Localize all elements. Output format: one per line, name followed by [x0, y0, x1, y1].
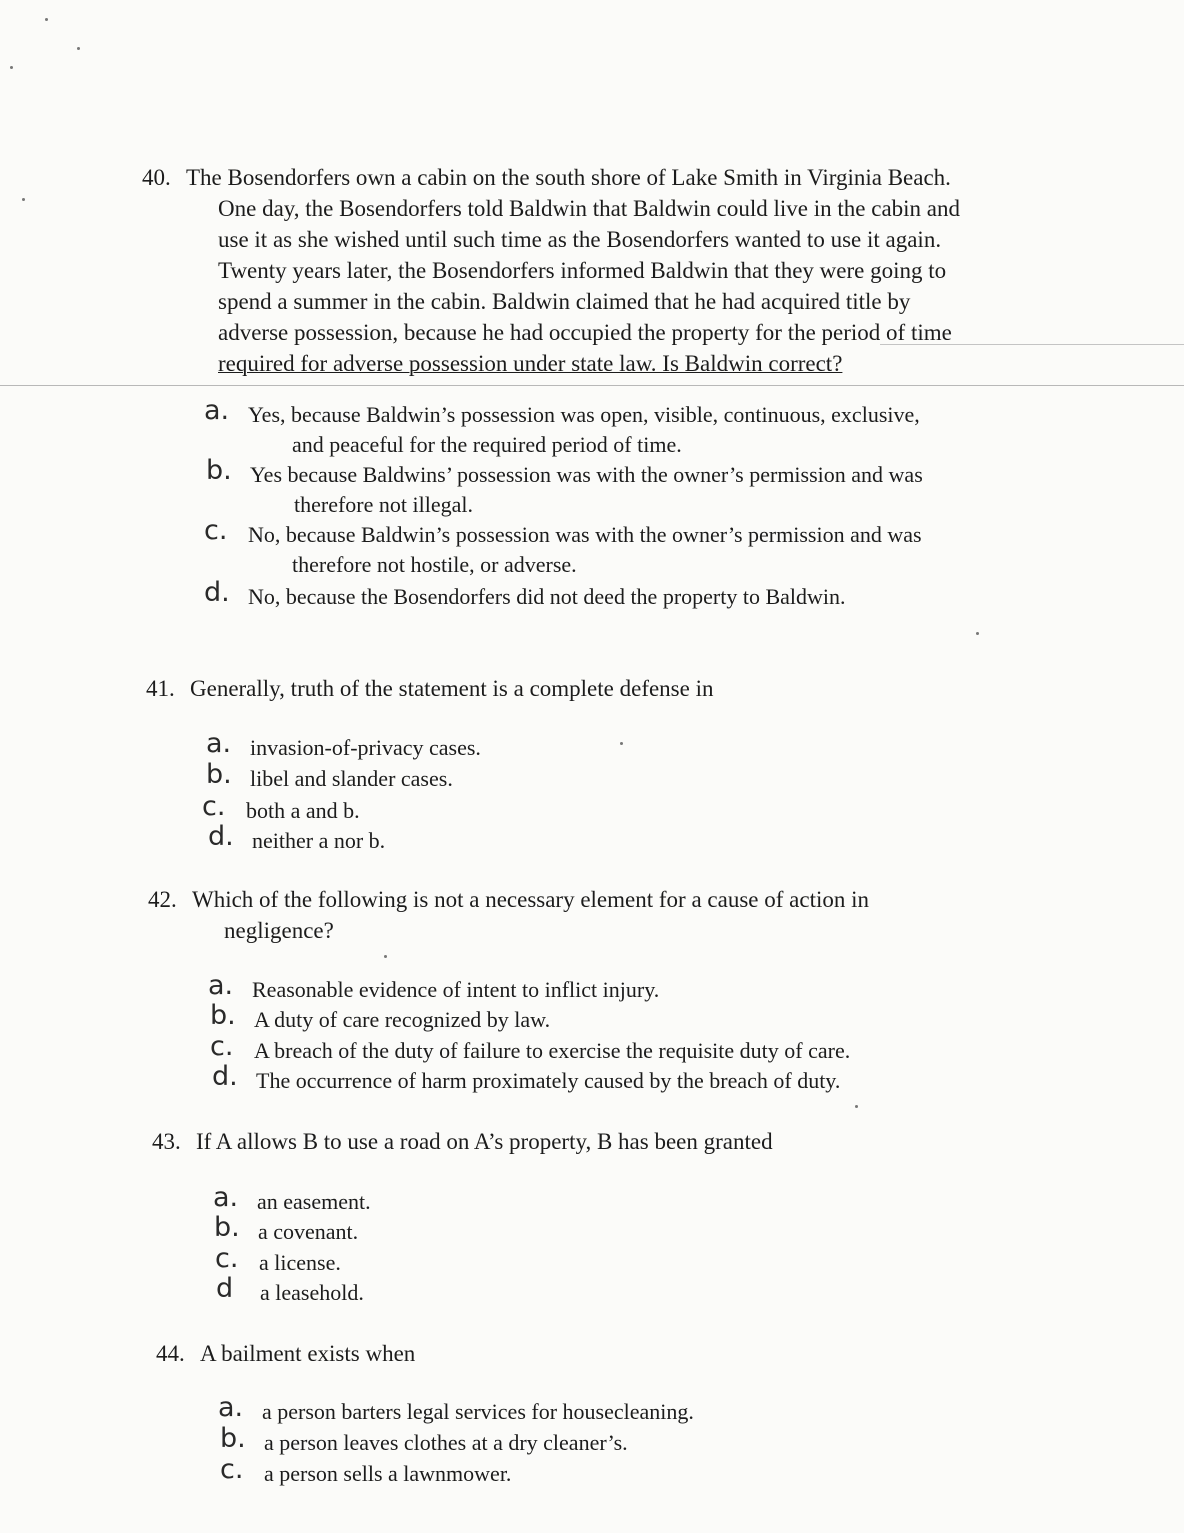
stem-line: If A allows B to use a road on A’s property, B has been granted [196, 1129, 773, 1154]
handwritten-letter-b: b. [214, 1212, 240, 1243]
choice-text: A breach of the duty of failure to exercise the requisite duty of care. [254, 1038, 851, 1063]
stem-line: One day, the Bosendorfers told Baldwin that Baldwin could live in the cabin and [218, 196, 961, 221]
handwritten-letter-b: b. [206, 759, 232, 790]
scan-speck [384, 955, 387, 958]
scan-speck [10, 66, 13, 69]
choice-text: an easement. [257, 1189, 371, 1214]
handwritten-letter-d: d [216, 1273, 234, 1304]
choice-44-c [220, 1454, 512, 1489]
handwritten-letter-a: a. [213, 1182, 239, 1213]
choice-text: Yes, because Baldwin’s possession was open, visible, continuous, exclusive, [248, 402, 920, 427]
choice-text: a person leaves clothes at a dry cleaner’s. [264, 1430, 628, 1455]
stem-line: adverse possession, because he had occupied the property for the period of time [218, 320, 952, 345]
choice-40-d [204, 577, 846, 612]
stem-line: Generally, truth of the statement is a complete defense in [190, 676, 714, 701]
choice-text: The occurrence of harm proximately caused by the breach of duty. [256, 1068, 841, 1093]
handwritten-letter-c: c. [210, 1031, 234, 1062]
choice-43-c [215, 1243, 341, 1278]
choice-43-b [214, 1212, 359, 1247]
handwritten-letter-d: d. [212, 1061, 238, 1092]
question-41-stem [146, 673, 714, 704]
choice-text: a leasehold. [260, 1280, 364, 1305]
handwritten-letter-b: b. [220, 1423, 246, 1454]
handwritten-letter-c: c. [204, 515, 228, 546]
choice-40-c [204, 515, 922, 580]
choice-43-d [216, 1273, 364, 1308]
choice-40-b [206, 455, 923, 520]
handwritten-letter-c: c. [202, 791, 226, 822]
choice-text: invasion-of-privacy cases. [250, 735, 481, 760]
scan-speck [855, 1105, 858, 1108]
stem-line: Twenty years later, the Bosendorfers informed Baldwin that they were going to [218, 258, 947, 283]
scan-fold-line [0, 385, 1184, 386]
question-44-stem [156, 1338, 415, 1369]
choice-text: No, because the Bosendorfers did not deed the property to Baldwin. [248, 584, 846, 609]
question-number: 41. [146, 676, 175, 701]
scan-speck [976, 632, 979, 635]
choice-41-b [206, 759, 453, 794]
stem-line: required for adverse possession under state law. Is Baldwin correct? [218, 351, 843, 376]
choice-42-c [210, 1031, 851, 1066]
handwritten-letter-d: d. [208, 821, 234, 852]
stem-line: A bailment exists when [200, 1341, 416, 1366]
scan-speck [45, 18, 48, 21]
choice-text: both a and b. [246, 798, 360, 823]
question-40-stem [142, 162, 960, 379]
choice-43-a [213, 1182, 371, 1217]
choice-42-b [210, 1000, 551, 1035]
question-43-stem [152, 1126, 773, 1157]
choice-text: neither a nor b. [252, 828, 386, 853]
choice-text: No, because Baldwin’s possession was with the owner’s permission and was [248, 522, 922, 547]
choice-41-c [202, 791, 360, 826]
handwritten-letter-b: b. [210, 1000, 236, 1031]
handwritten-letter-a: a. [208, 970, 234, 1001]
choice-41-d [208, 821, 386, 856]
handwritten-letter-a: a. [218, 1392, 244, 1423]
choice-text: therefore not illegal. [294, 492, 473, 517]
scan-speck [620, 742, 623, 745]
choice-text: A duty of care recognized by law. [254, 1007, 551, 1032]
stem-line: The Bosendorfers own a cabin on the south shore of Lake Smith in Virginia Beach. [186, 165, 951, 190]
handwritten-letter-c: c. [220, 1454, 244, 1485]
choice-text: therefore not hostile, or adverse. [292, 552, 577, 577]
choice-text: a person sells a lawnmower. [264, 1461, 512, 1486]
choice-44-a [218, 1392, 694, 1427]
choice-text: a covenant. [258, 1219, 359, 1244]
handwritten-letter-a: a. [206, 728, 232, 759]
question-number: 40. [142, 165, 171, 190]
stem-line: Which of the following is not a necessary element for a cause of action in [192, 887, 869, 912]
question-number: 43. [152, 1129, 181, 1154]
scan-speck [77, 47, 80, 50]
choice-text: a license. [259, 1250, 341, 1275]
handwritten-letter-c: c. [215, 1243, 239, 1274]
handwritten-letter-d: d. [204, 577, 230, 608]
question-number: 44. [156, 1341, 185, 1366]
scan-speck [22, 198, 25, 201]
choice-40-a [204, 395, 920, 460]
choice-text: libel and slander cases. [250, 766, 453, 791]
choice-41-a [206, 728, 481, 763]
choice-42-d [212, 1061, 841, 1096]
stem-line: negligence? [224, 918, 334, 943]
choice-text: a person barters legal services for housecleaning. [262, 1399, 694, 1424]
stem-line: spend a summer in the cabin. Baldwin claimed that he had acquired title by [218, 289, 911, 314]
handwritten-letter-a: a. [204, 395, 230, 426]
question-42-stem [148, 884, 869, 946]
choice-text: and peaceful for the required period of time. [292, 432, 682, 457]
choice-text: Yes because Baldwins’ possession was with the owner’s permission and was [250, 462, 923, 487]
handwritten-letter-b: b. [206, 455, 232, 486]
stem-line: use it as she wished until such time as the Bosendorfers wanted to use it again. [218, 227, 942, 252]
choice-42-a [208, 970, 660, 1005]
choice-text: Reasonable evidence of intent to inflict injury. [252, 977, 660, 1002]
choice-44-b [220, 1423, 628, 1458]
question-number: 42. [148, 887, 177, 912]
